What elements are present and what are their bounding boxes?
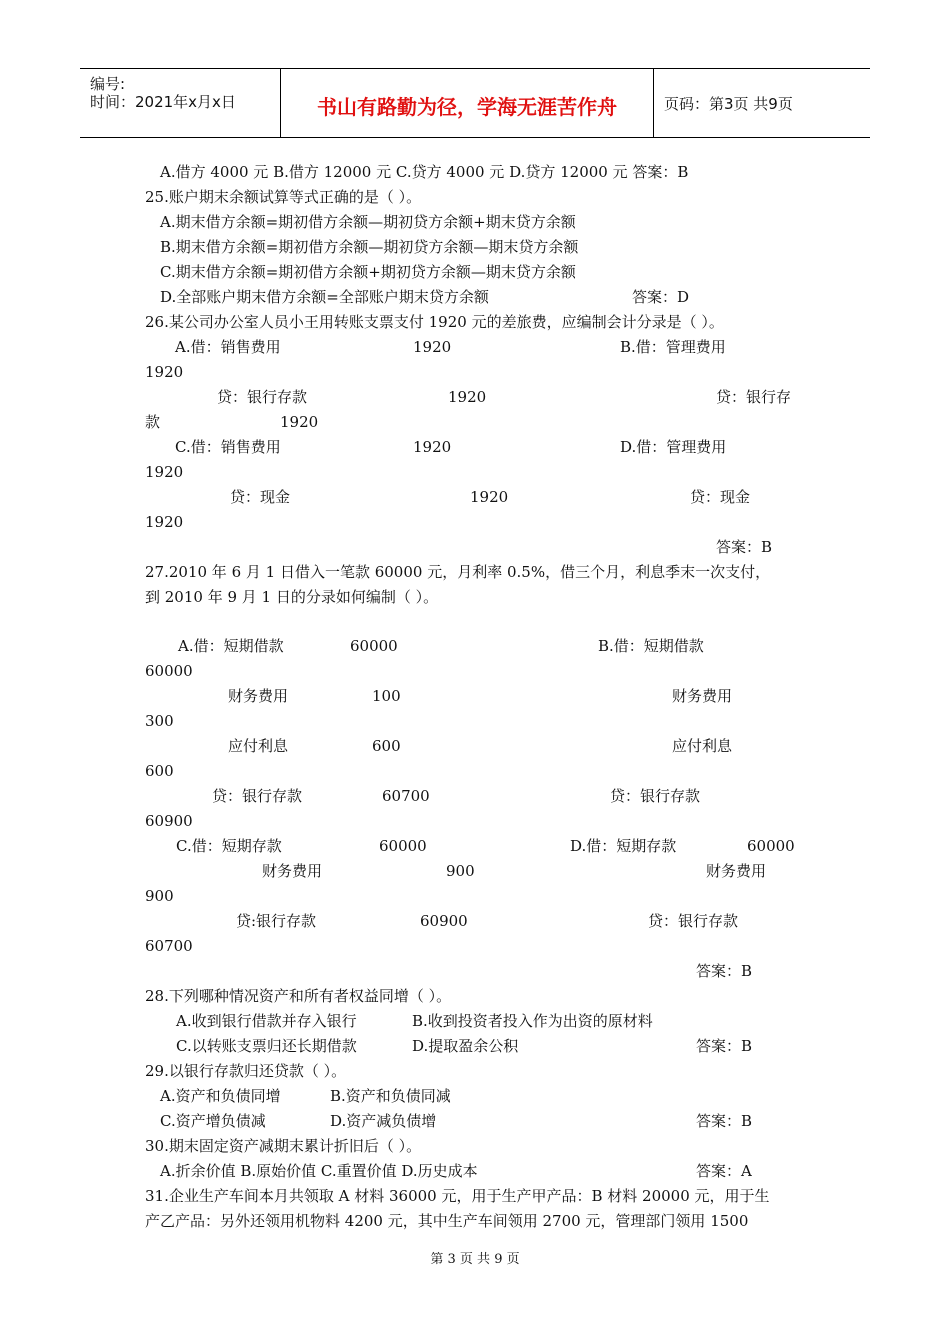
text-line: C.借：短期存款 [176,837,282,855]
text-line: 25.账户期末余额试算等式正确的是（ ）。 [145,188,422,206]
text-line: 贷：银行存 [716,388,792,406]
text-line: 款 [145,413,161,431]
page-footer: 第 3 页 共 9 页 [430,1252,520,1267]
text-line: 答案：B [716,538,773,556]
text-line: 1920 [413,338,452,356]
number-label: 编号: [90,75,126,93]
text-line: 300 [145,712,174,730]
text-line: 答案：B [696,1037,753,1055]
text-line: A.折余价值 B.原始价值 C.重置价值 D.历史成本 [160,1162,478,1180]
text-line: 答案：B [696,1112,753,1130]
text-line: C.期末借方余额=期初借方余额+期初贷方余额—期末贷方余额 [160,263,576,281]
text-line: 600 [145,762,174,780]
text-line: 贷：银行存款 [648,912,739,930]
text-line: 60000 [379,837,427,855]
text-line: 30.期末固定资产减期末累计折旧后（ ）。 [145,1137,422,1155]
text-line: 60000 [747,837,795,855]
text-line: 贷:银行存款 [236,912,317,930]
text-line: B.借：短期借款 [598,637,704,655]
text-line: 1920 [280,413,319,431]
text-line: A.期末借方余额=期初借方余额—期初贷方余额+期末贷方余额 [160,213,576,231]
text-line: 600 [372,737,401,755]
text-line: B.期末借方余额=期初借方余额—期初贷方余额—期末贷方余额 [160,238,579,256]
text-line: 27.2010 年 6 月 1 日借入一笔款 60000 元，月利率 0.5%，借三个月，利息季末一次支付， [145,563,771,581]
text-line: 答案：A [696,1162,752,1180]
text-line: 60900 [145,812,193,830]
text-line: C.借：销售费用 [175,438,281,456]
text-line: 100 [372,687,401,705]
text-line: 到 2010 年 9 月 1 日的分录如何编制（ ）。 [145,588,439,606]
text-line: C.以转账支票归还长期借款 [176,1037,357,1055]
text-line: D.借：短期存款 [570,837,677,855]
text-line: D.借：管理费用 [620,438,727,456]
text-line: 60700 [382,787,430,805]
text-line: 60000 [145,662,193,680]
text-line: 60000 [350,637,398,655]
text-line: B.借：管理费用 [620,338,726,356]
text-line: 60700 [145,937,193,955]
page-number-label: 页码：第3页 共9页 [664,95,793,113]
text-line: 贷：银行存款 [212,787,303,805]
header-page-cell [654,69,870,137]
text-line: 900 [145,887,174,905]
text-line: 产乙产品：另外还领用机物料 4200 元，其中生产车间领用 2700 元，管理部门领用 1500 [145,1212,749,1230]
text-line: 1920 [145,463,184,481]
text-line: A.借方 4000 元 B.借方 12000 元 C.贷方 4000 元 D.贷方 12000 元 答案：B [160,163,689,181]
text-line: 财务费用 [706,862,767,880]
text-line: 财务费用 [262,862,323,880]
text-line: 31.企业生产车间本月共领取 A 材料 36000 元，用于生产甲产品：B 材料 20000 元，用于生 [145,1187,770,1205]
text-line: 财务费用 [228,687,289,705]
text-line: 贷：现金 [230,488,291,506]
text-line: B.资产和负债同减 [330,1087,451,1105]
text-line: 答案：D [632,288,690,306]
text-line: C.资产增负债减 [160,1112,266,1130]
text-line: D.全部账户期末借方余额=全部账户期末贷方余额 [160,288,489,306]
text-line: 26.某公司办公室人员小王用转账支票支付 1920 元的差旅费，应编制会计分录是（ ）。 [145,313,724,331]
text-line: 贷：银行存款 [610,787,701,805]
text-line: 60900 [420,912,468,930]
text-line: 1920 [470,488,509,506]
text-line: 29.以银行存款归还贷款（ ）。 [145,1062,347,1080]
header-motto-cell [281,69,654,137]
text-line: 1920 [413,438,452,456]
text-line: 900 [446,862,475,880]
text-line: A.收到银行借款并存入银行 [176,1012,357,1030]
text-line: A.资产和负债同增 [160,1087,281,1105]
text-line: 1920 [145,513,184,531]
text-line: D.提取盈余公积 [412,1037,519,1055]
text-line: 应付利息 [228,737,289,755]
text-line: B.收到投资者投入作为出资的原材料 [412,1012,653,1030]
document-header [80,68,870,138]
text-line: 应付利息 [672,737,733,755]
text-line: D.资产减负债增 [330,1112,437,1130]
text-line: 1920 [145,363,184,381]
time-label: 时间：2021年x月x日 [90,93,236,111]
text-line: 28.下列哪种情况资产和所有者权益同增（ ）。 [145,987,452,1005]
text-line: 贷：银行存款 [217,388,308,406]
text-line: 答案：B [696,962,753,980]
text-line: 财务费用 [672,687,733,705]
text-line: 贷：现金 [690,488,751,506]
text-line: A.借：短期借款 [178,637,284,655]
text-line: 1920 [448,388,487,406]
text-line: A.借：销售费用 [175,338,281,356]
header-meta-cell [80,69,281,137]
motto: 书山有路勤为径，学海无涯苦作舟 [317,95,617,119]
